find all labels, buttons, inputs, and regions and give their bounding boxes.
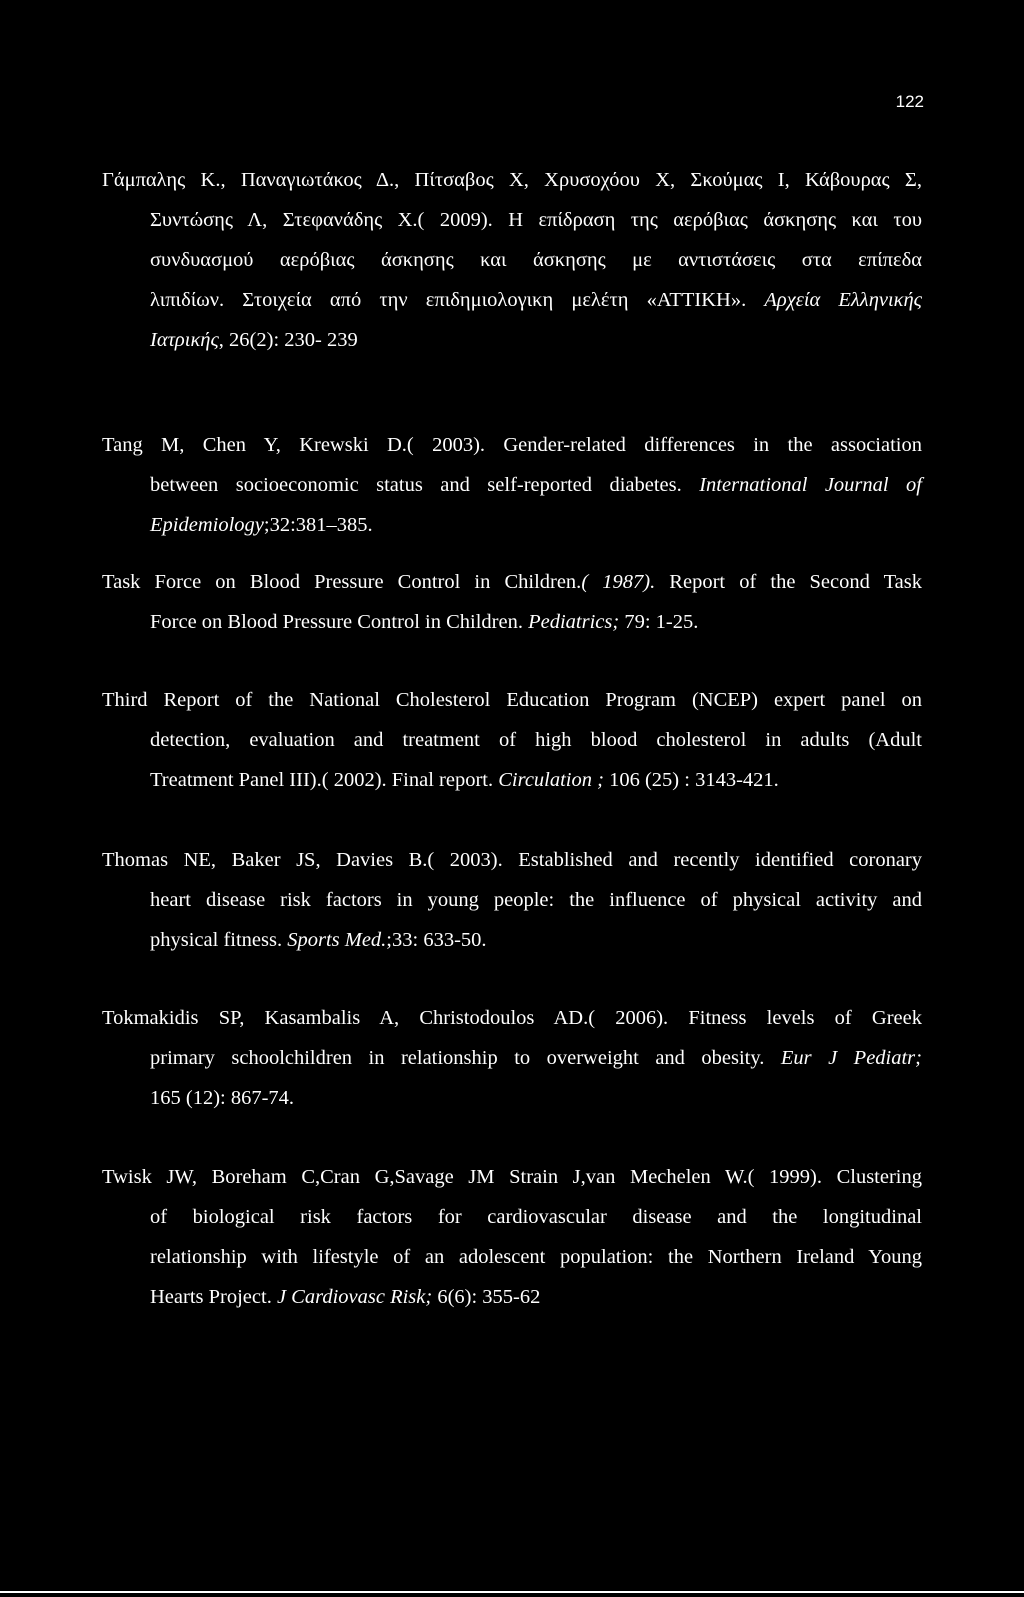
reference-text: , 26(2): 230- 239	[218, 329, 358, 351]
reference-text: 165 (12): 867-74.	[150, 1087, 295, 1109]
reference-line	[102, 760, 922, 800]
reference-text: Task Force on Blood Pressure Control in Children.	[102, 571, 582, 593]
reference-text: Συντώσης Λ, Στεφανάδης Χ.( 2009). Η επίδραση της αερόβιας άσκησης και του	[150, 209, 922, 231]
reference-text: Force on Blood Pressure Control in Children.	[150, 611, 529, 633]
reference-line	[102, 840, 922, 880]
reference-line	[102, 680, 922, 720]
reference-line	[102, 1277, 922, 1317]
reference-item	[102, 840, 922, 960]
reference-text: physical fitness.	[150, 929, 288, 951]
reference-line	[102, 160, 922, 200]
reference-item	[102, 562, 922, 642]
page-bottom-rule	[0, 1591, 1024, 1593]
reference-italic-text: Αρχεία Ελληνικής	[764, 289, 922, 311]
reference-text: λιπιδίων. Στοιχεία από την επιδημιολογικη μελέτη «ATTIKH».	[150, 289, 765, 311]
reference-line	[102, 998, 922, 1038]
reference-text: 79: 1-25.	[619, 611, 699, 633]
reference-item	[102, 998, 922, 1118]
reference-text: 6(6): 355-62	[432, 1286, 541, 1308]
reference-line	[102, 880, 922, 920]
reference-text: συνδυασμού αερόβιας άσκησης και άσκησης με αντιστάσεις στα επίπεδα	[150, 249, 922, 271]
reference-line	[102, 1237, 922, 1277]
reference-text: of biological risk factors for cardiovascular disease and the longitudinal	[150, 1206, 922, 1228]
reference-italic-text: J Cardiovasc Risk;	[276, 1286, 433, 1308]
reference-line	[102, 200, 922, 240]
reference-line	[102, 1157, 922, 1197]
reference-italic-text: Epidemiology	[150, 514, 264, 536]
reference-line	[102, 1078, 922, 1118]
reference-item	[102, 1157, 922, 1317]
reference-text: Report of the Second Task	[655, 571, 923, 593]
reference-line	[102, 320, 922, 360]
reference-italic-text: Sports Med.	[287, 929, 387, 951]
reference-text: Tang M, Chen Y, Krewski D.( 2003). Gender-related differences in the association	[102, 434, 922, 456]
reference-text: ;32:381–385.	[263, 514, 373, 536]
reference-italic-text: Circulation ;	[498, 769, 604, 791]
reference-text: Γάμπαλης Κ., Παναγιωτάκος Δ., Πίτσαβος Χ, Χρυσοχόου Χ, Σκούμας Ι, Κάβουρας Σ,	[102, 169, 922, 191]
reference-item	[102, 425, 922, 545]
reference-line	[102, 720, 922, 760]
reference-line	[102, 920, 922, 960]
reference-text: heart disease risk factors in young people: the influence of physical activity and	[150, 889, 922, 911]
reference-line	[102, 1197, 922, 1237]
reference-text: primary schoolchildren in relationship to overweight and obesity.	[150, 1047, 781, 1069]
reference-italic-text: Ιατρικής	[150, 329, 219, 351]
reference-text: 106 (25) : 3143-421.	[603, 769, 779, 791]
reference-italic-text: International Journal of	[699, 474, 922, 496]
reference-line	[102, 1038, 922, 1078]
reference-italic-text: Pediatrics;	[528, 611, 620, 633]
reference-text: Thomas NE, Baker JS, Davies B.( 2003). Established and recently identified coronary	[102, 849, 922, 871]
reference-line	[102, 280, 922, 320]
reference-item	[102, 680, 922, 800]
reference-text: Hearts Project.	[150, 1286, 277, 1308]
reference-text: relationship with lifestyle of an adolescent population: the Northern Ireland Young	[150, 1246, 922, 1268]
reference-text: Tokmakidis SP, Kasambalis A, Christodoulos AD.( 2006). Fitness levels of Greek	[102, 1007, 922, 1029]
reference-text: Twisk JW, Boreham C,Cran G,Savage JM Strain J,van Mechelen W.( 1999). Clustering	[102, 1166, 922, 1188]
reference-line	[102, 562, 922, 602]
reference-text: detection, evaluation and treatment of high blood cholesterol in adults (Adult	[150, 729, 922, 751]
reference-item	[102, 160, 922, 360]
reference-text: between socioeconomic status and self-reported diabetes.	[150, 474, 700, 496]
reference-italic-text: Eur J Pediatr;	[780, 1047, 922, 1069]
reference-text: Third Report of the National Cholesterol Education Program (NCEP) expert panel on	[102, 689, 922, 711]
page-number: 122	[895, 92, 924, 111]
reference-italic-text: ( 1987).	[581, 571, 656, 593]
reference-line	[102, 240, 922, 280]
reference-text: Treatment Panel III).( 2002). Final report.	[150, 769, 499, 791]
reference-line	[102, 465, 922, 505]
reference-line	[102, 505, 922, 545]
reference-line	[102, 425, 922, 465]
reference-line	[102, 602, 922, 642]
reference-text: ;33: 633-50.	[386, 929, 487, 951]
